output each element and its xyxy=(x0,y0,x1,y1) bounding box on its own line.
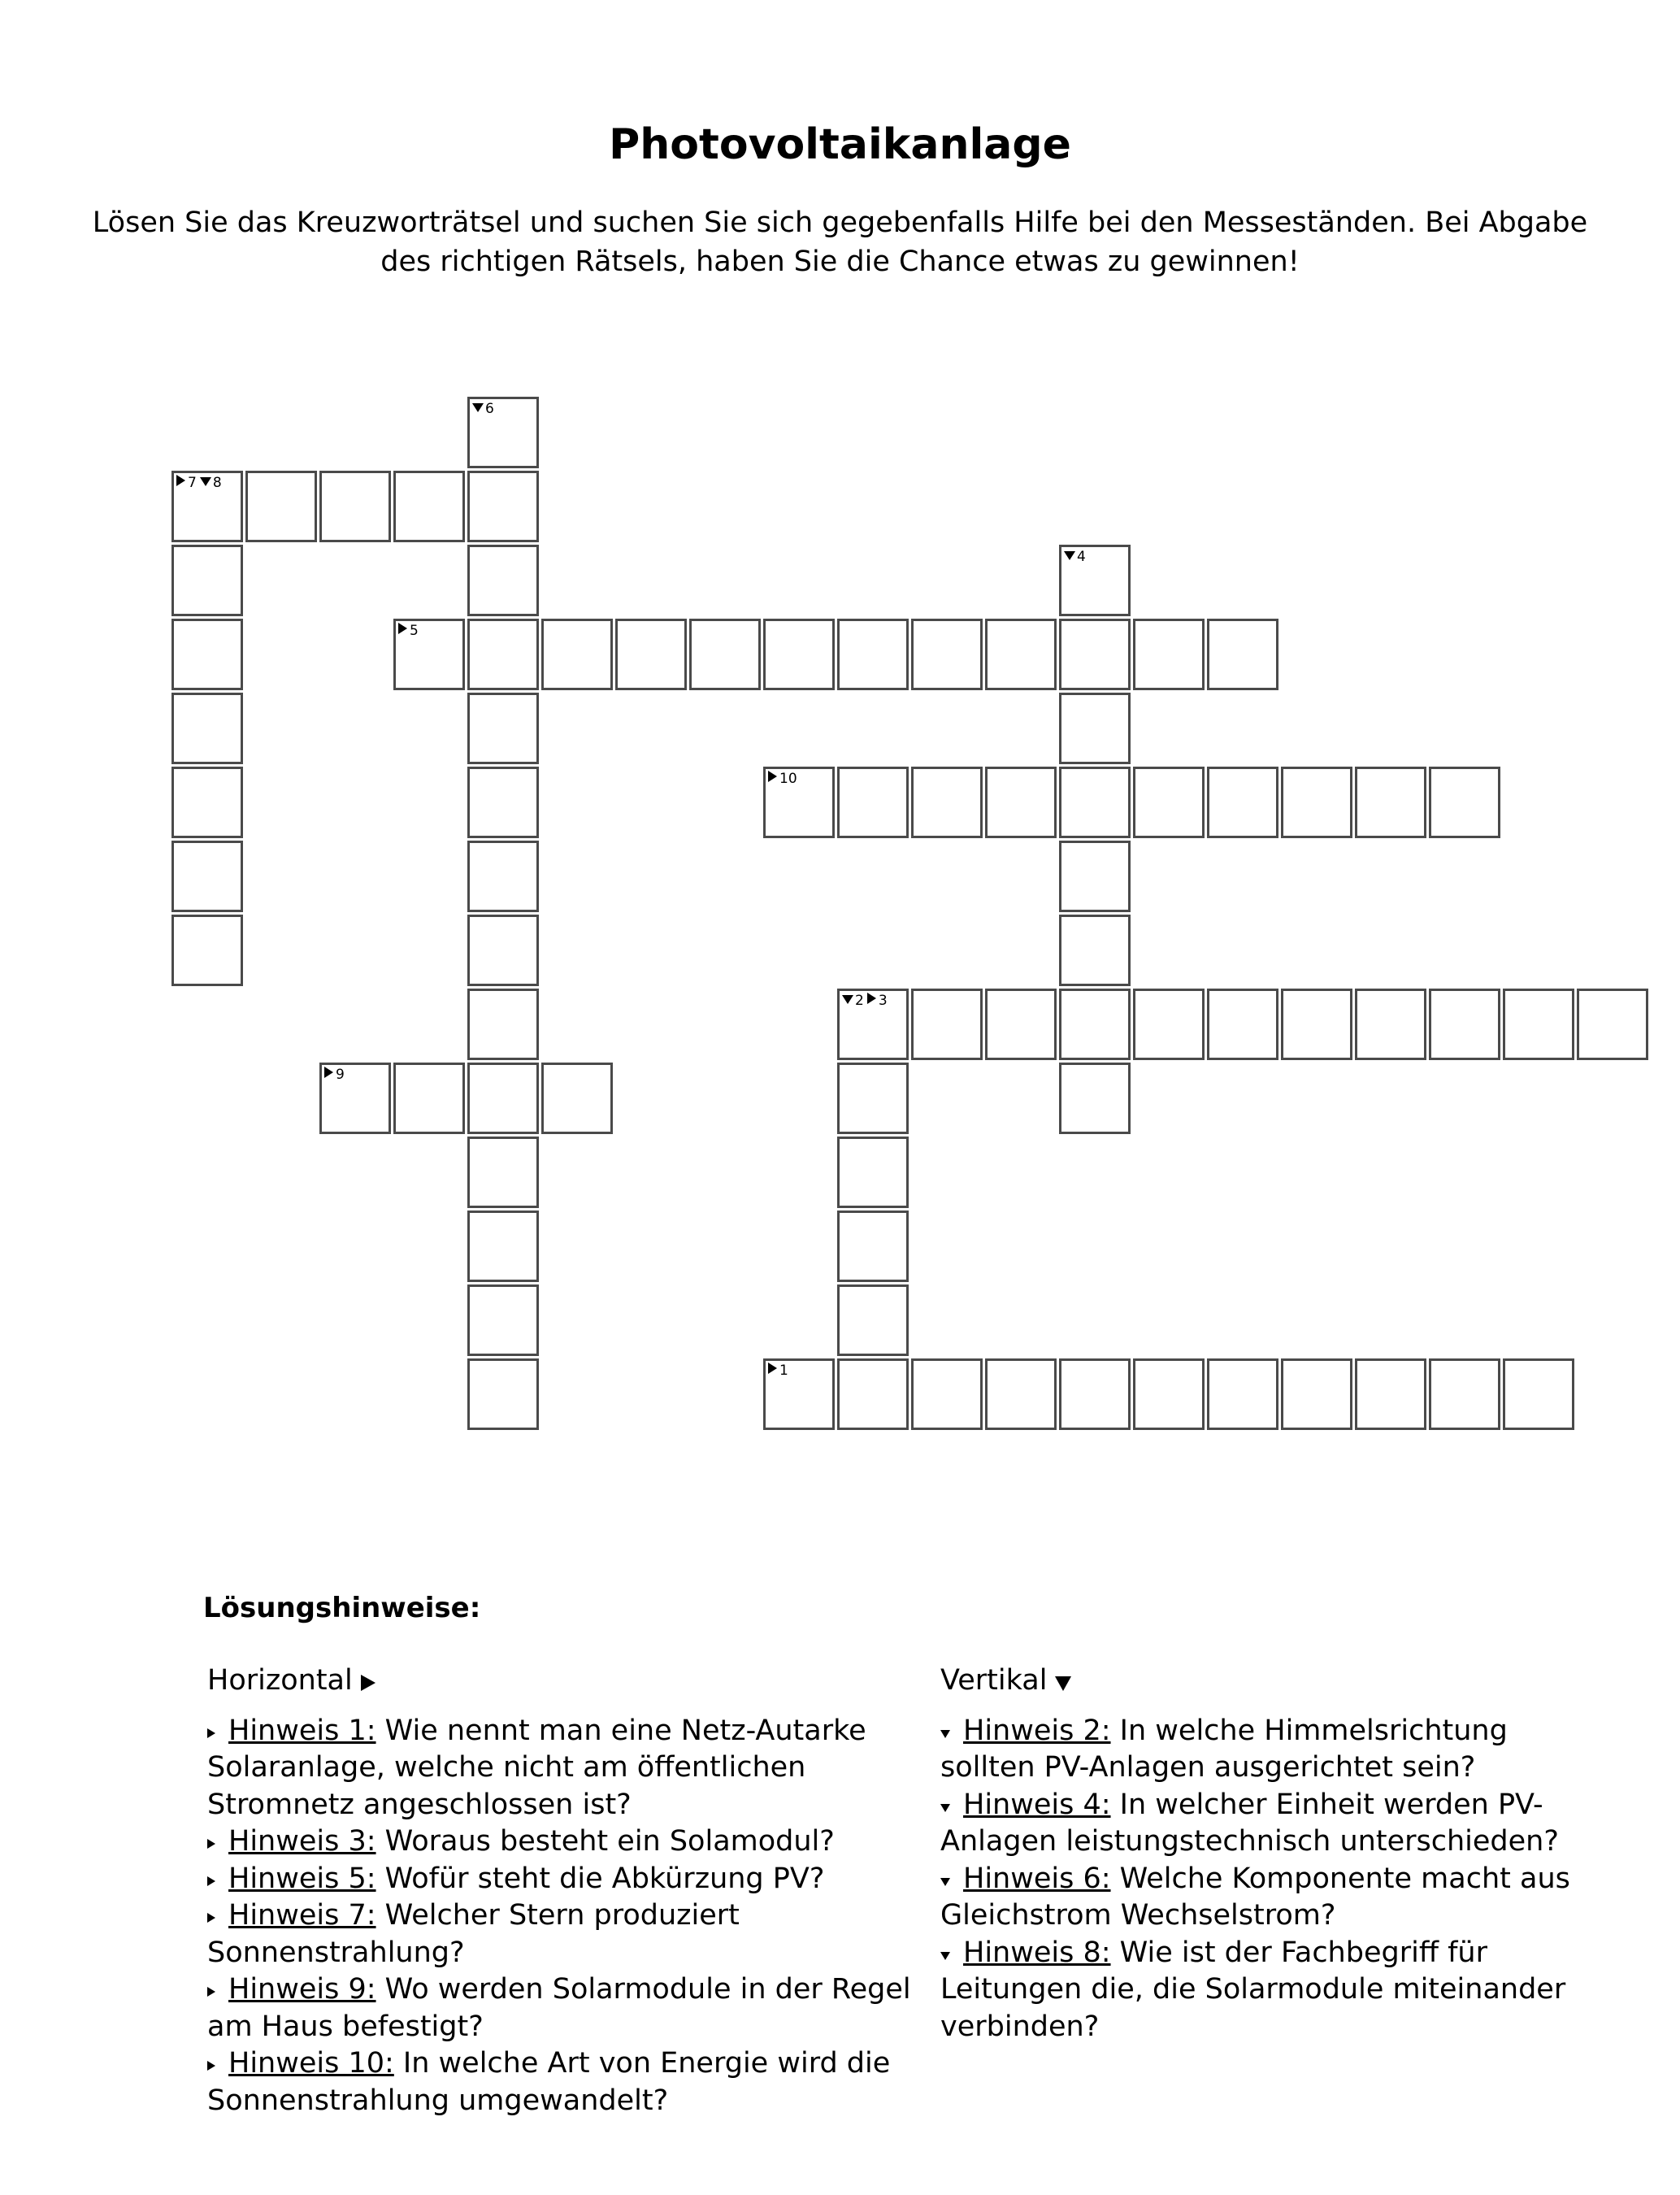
crossword-cell[interactable] xyxy=(837,1358,909,1430)
crossword-cell[interactable] xyxy=(837,767,909,838)
crossword-cell[interactable] xyxy=(1207,1358,1278,1430)
crossword-cell[interactable] xyxy=(171,841,243,912)
crossword-cell[interactable] xyxy=(1059,693,1131,764)
crossword-cell[interactable] xyxy=(763,767,835,838)
crossword-cell[interactable] xyxy=(467,1284,539,1356)
crossword-cell[interactable] xyxy=(1503,989,1574,1060)
vertical-title: Vertikal xyxy=(940,1664,1048,1697)
crossword-cell[interactable] xyxy=(319,471,391,542)
arrow-down-icon xyxy=(1055,1676,1071,1691)
clue-text: Wo werden Solarmodule in der Regel am Haus befestigt? xyxy=(207,1973,911,2043)
arrow-down-icon xyxy=(940,1730,950,1738)
crossword-cell[interactable] xyxy=(467,1137,539,1208)
page-title: Photovoltaikanlage xyxy=(609,120,1071,169)
crossword-cell[interactable] xyxy=(911,989,983,1060)
arrow-right-icon xyxy=(324,1067,333,1078)
crossword-cell[interactable] xyxy=(1429,767,1500,838)
crossword-cell[interactable] xyxy=(171,915,243,986)
clue-label: Hinweis 5: xyxy=(228,1862,376,1895)
crossword-cell[interactable] xyxy=(319,1063,391,1134)
crossword-cell[interactable] xyxy=(985,989,1057,1060)
clue-number-label xyxy=(472,401,497,417)
horizontal-heading xyxy=(207,1663,922,1700)
crossword-cell[interactable] xyxy=(1355,989,1426,1060)
crossword-cell[interactable] xyxy=(1207,767,1278,838)
clue-number: 6 xyxy=(485,401,494,417)
clue-number: 3 xyxy=(878,993,888,1009)
clue-label: Hinweis 9: xyxy=(228,1973,376,2006)
clue-number: 10 xyxy=(779,771,797,787)
clue-text: In welche Art von Energie wird die Sonnenstrahlung umgewandelt? xyxy=(207,2047,891,2117)
clue-number: 9 xyxy=(336,1067,345,1083)
crossword-cell[interactable] xyxy=(467,693,539,764)
crossword-cell[interactable] xyxy=(171,471,243,542)
arrow-right-icon xyxy=(867,993,876,1004)
crossword-cell[interactable] xyxy=(837,1284,909,1356)
crossword-cell[interactable] xyxy=(467,1358,539,1430)
vertical-heading xyxy=(940,1663,1591,1700)
intro-text: Lösen Sie das Kreuzworträtsel und suchen Sie sich gegebenfalls Hilfe bei den Messeständen. Bei Abgabe des richtigen Rätsels, haben Sie die Chance etwas zu gewinnen! xyxy=(92,206,1588,278)
clue-label: Hinweis 4: xyxy=(963,1788,1111,1821)
crossword-cell[interactable] xyxy=(1059,545,1131,616)
clue-number: 1 xyxy=(779,1363,788,1379)
clue-number: 5 xyxy=(410,623,419,639)
clue-text: In welcher Einheit werden PV-Anlagen leistungstechnisch unterschieden? xyxy=(940,1788,1559,1858)
clue-text: Welcher Stern produziert Sonnenstrahlung? xyxy=(207,1899,740,1969)
crossword-cell[interactable] xyxy=(1355,1358,1426,1430)
crossword-cell[interactable] xyxy=(393,471,465,542)
clue-number-label xyxy=(398,623,422,639)
crossword-cell[interactable] xyxy=(245,471,317,542)
crossword-cell[interactable] xyxy=(171,545,243,616)
clue-number-label xyxy=(768,1363,792,1379)
crossword-cell[interactable] xyxy=(837,1063,909,1134)
crossword-cell[interactable] xyxy=(467,989,539,1060)
crossword-cell[interactable] xyxy=(1133,1358,1205,1430)
clue-label: Hinweis 6: xyxy=(963,1862,1111,1895)
crossword-cell[interactable] xyxy=(171,693,243,764)
arrow-right-icon xyxy=(768,1363,777,1374)
crossword-cell[interactable] xyxy=(1133,767,1205,838)
vertical-clue-list xyxy=(940,1713,1591,2046)
crossword-cell[interactable] xyxy=(911,619,983,690)
clue-label: Hinweis 10: xyxy=(228,2047,394,2080)
clue-number: 4 xyxy=(1077,549,1086,565)
crossword-cell[interactable] xyxy=(1133,619,1205,690)
crossword-cell[interactable] xyxy=(837,1137,909,1208)
clue-text: Wie ist der Fachbegriff für Leitungen die, die Solarmodule miteinander verbinden? xyxy=(940,1936,1566,2043)
clue-text: In welche Himmelsrichtung sollten PV-Anlagen ausgerichtet sein? xyxy=(940,1714,1508,1784)
crossword-cell[interactable] xyxy=(911,1358,983,1430)
crossword-cell[interactable] xyxy=(467,397,539,468)
clue-text: Wofür steht die Abkürzung PV? xyxy=(376,1862,825,1895)
crossword-cell[interactable] xyxy=(763,1358,835,1430)
hints-heading: Lösungshinweise: xyxy=(203,1592,481,1624)
arrow-down-icon xyxy=(200,477,211,486)
crossword-cell[interactable] xyxy=(1429,1358,1500,1430)
arrow-right-icon xyxy=(207,2061,215,2071)
arrow-right-icon xyxy=(207,1728,215,1738)
crossword-cell[interactable] xyxy=(1577,989,1648,1060)
horizontal-title: Horizontal xyxy=(207,1664,353,1697)
horizontal-clue-list xyxy=(207,1713,922,2120)
crossword-cell[interactable] xyxy=(171,619,243,690)
arrow-down-icon xyxy=(940,1804,950,1812)
clue-item xyxy=(207,1713,922,1824)
clue-number: 8 xyxy=(212,475,222,491)
crossword-cell[interactable] xyxy=(467,1063,539,1134)
arrow-right-icon xyxy=(176,475,185,486)
horizontal-clues xyxy=(207,1663,922,2119)
crossword-cell[interactable] xyxy=(1059,841,1131,912)
crossword-cell[interactable] xyxy=(467,471,539,542)
crossword-cell[interactable] xyxy=(1281,989,1352,1060)
crossword-cell[interactable] xyxy=(1059,767,1131,838)
clue-number-label xyxy=(176,475,225,491)
arrow-right-icon xyxy=(768,771,777,782)
clue-text: Welche Komponente macht aus Gleichstrom Wechselstrom? xyxy=(940,1862,1570,1932)
arrow-right-icon xyxy=(207,1876,215,1886)
arrow-right-icon xyxy=(207,1987,215,1997)
crossword-cell[interactable] xyxy=(1133,989,1205,1060)
crossword-cell[interactable] xyxy=(689,619,761,690)
clue-label: Hinweis 7: xyxy=(228,1899,376,1932)
crossword-cell[interactable] xyxy=(1059,1063,1131,1134)
clue-item xyxy=(207,1897,922,1971)
crossword-cell[interactable] xyxy=(1355,767,1426,838)
crossword-cell[interactable] xyxy=(837,989,909,1060)
crossword-cell[interactable] xyxy=(1503,1358,1574,1430)
clue-item xyxy=(940,1713,1591,1787)
clue-number-label xyxy=(324,1067,348,1083)
clue-number: 7 xyxy=(188,475,197,491)
clue-text: Wie nennt man eine Netz-Autarke Solaranlage, welche nicht am öffentlichen Stromnetz angeschlossen ist? xyxy=(207,1714,866,1821)
clue-item xyxy=(207,1861,922,1898)
arrow-down-icon xyxy=(472,403,484,412)
crossword-cell[interactable] xyxy=(911,767,983,838)
clue-number-label xyxy=(1064,549,1089,565)
crossword-cell[interactable] xyxy=(1207,619,1278,690)
clue-item xyxy=(940,1935,1591,2046)
crossword-cell[interactable] xyxy=(467,915,539,986)
crossword-cell[interactable] xyxy=(837,1211,909,1282)
clue-item xyxy=(207,1823,922,1861)
arrow-down-icon xyxy=(940,1878,950,1886)
clue-number: 2 xyxy=(855,993,864,1009)
clue-label: Hinweis 3: xyxy=(228,1825,376,1858)
crossword-cell[interactable] xyxy=(1059,915,1131,986)
crossword-cell[interactable] xyxy=(763,619,835,690)
clue-item xyxy=(940,1861,1591,1935)
clue-label: Hinweis 1: xyxy=(228,1714,376,1747)
crossword-cell[interactable] xyxy=(837,619,909,690)
crossword-cell[interactable] xyxy=(1429,989,1500,1060)
clue-number-label xyxy=(768,771,801,787)
crossword-cell[interactable] xyxy=(985,619,1057,690)
crossword-cell[interactable] xyxy=(467,767,539,838)
arrow-right-icon xyxy=(207,1839,215,1849)
crossword-cell[interactable] xyxy=(467,1211,539,1282)
clue-label: Hinweis 2: xyxy=(963,1714,1111,1747)
crossword-cell[interactable] xyxy=(1281,767,1352,838)
crossword-cell[interactable] xyxy=(467,841,539,912)
crossword-cell[interactable] xyxy=(1281,1358,1352,1430)
crossword-cell[interactable] xyxy=(393,1063,465,1134)
clue-item xyxy=(207,2045,922,2119)
arrow-down-icon xyxy=(842,995,853,1004)
clue-number-label xyxy=(842,993,891,1009)
crossword-cell[interactable] xyxy=(541,619,613,690)
crossword-cell[interactable] xyxy=(985,767,1057,838)
crossword-cell[interactable] xyxy=(467,619,539,690)
arrow-right-icon xyxy=(398,623,407,634)
crossword-cell[interactable] xyxy=(1207,989,1278,1060)
clue-item xyxy=(940,1787,1591,1861)
crossword-cell[interactable] xyxy=(1059,619,1131,690)
crossword-cell[interactable] xyxy=(171,767,243,838)
vertical-clues xyxy=(940,1663,1591,2045)
arrow-down-icon xyxy=(1064,551,1075,560)
clue-label: Hinweis 8: xyxy=(963,1936,1111,1969)
crossword-cell[interactable] xyxy=(393,619,465,690)
crossword-cell[interactable] xyxy=(985,1358,1057,1430)
crossword-cell[interactable] xyxy=(615,619,687,690)
arrow-right-icon xyxy=(207,1913,215,1923)
crossword-cell[interactable] xyxy=(467,545,539,616)
arrow-down-icon xyxy=(940,1952,950,1960)
clue-item xyxy=(207,1971,922,2045)
crossword-cell[interactable] xyxy=(1059,1358,1131,1430)
clue-text: Woraus besteht ein Solamodul? xyxy=(376,1825,835,1858)
crossword-cell[interactable] xyxy=(541,1063,613,1134)
crossword-cell[interactable] xyxy=(1059,989,1131,1060)
arrow-right-icon xyxy=(361,1675,376,1691)
